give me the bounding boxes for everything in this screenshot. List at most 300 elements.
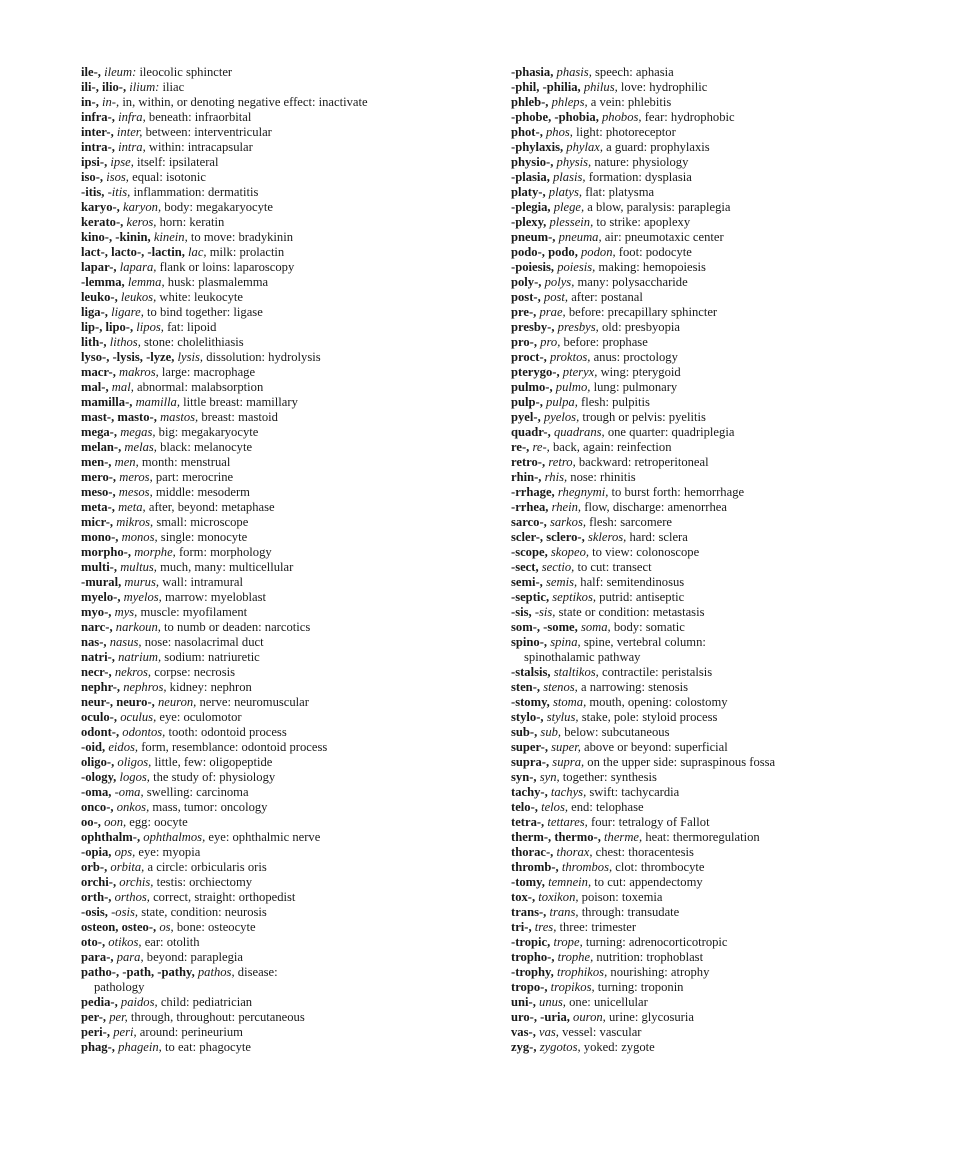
entry-term: phot-, xyxy=(511,125,543,139)
entry-origin: platys, xyxy=(548,185,583,199)
glossary-entry xyxy=(81,875,481,890)
glossary-entry xyxy=(511,620,951,635)
entry-meaning: wing: pterygoid xyxy=(600,365,681,379)
glossary-entry xyxy=(511,530,951,545)
entry-origin: ilium: xyxy=(129,80,160,94)
entry-meaning: flesh: sarcomere xyxy=(589,515,673,529)
entry-origin: sectio, xyxy=(541,560,575,574)
entry-term: quadr-, xyxy=(511,425,551,439)
glossary-entry xyxy=(81,440,481,455)
entry-origin: os, xyxy=(159,920,174,934)
entry-term: osteon, osteo-, xyxy=(81,920,157,934)
entry-term: oo-, xyxy=(81,815,101,829)
glossary-entry xyxy=(81,80,481,95)
entry-meaning: stake, pole: styloid process xyxy=(581,710,718,724)
glossary-entry xyxy=(81,695,481,710)
entry-origin: mikros, xyxy=(116,515,154,529)
entry-origin: tropikos, xyxy=(550,980,595,994)
entry-origin: phagein, xyxy=(118,1040,162,1054)
entry-origin: otikos, xyxy=(108,935,142,949)
entry-meaning: beyond: paraplegia xyxy=(146,950,243,964)
entry-meaning: poison: toxemia xyxy=(581,890,663,904)
entry-origin: retro, xyxy=(548,455,576,469)
entry-term: ile-, xyxy=(81,65,101,79)
entry-origin: stylus, xyxy=(546,710,579,724)
entry-meaning: large: macrophage xyxy=(161,365,256,379)
entry-term: mega-, xyxy=(81,425,118,439)
entry-origin: murus, xyxy=(124,575,160,589)
entry-meaning: air: pneumotaxic center xyxy=(604,230,724,244)
entry-origin: paidos, xyxy=(120,995,158,1009)
entry-origin: lac, xyxy=(188,245,207,259)
glossary-entry xyxy=(511,485,951,500)
entry-origin: monos, xyxy=(121,530,158,544)
entry-origin: oligos, xyxy=(117,755,152,769)
glossary-entry xyxy=(511,920,951,935)
entry-origin: vas, xyxy=(539,1025,559,1039)
entry-meaning: big: megakaryocyte xyxy=(158,425,259,439)
entry-term: stylo-, xyxy=(511,710,544,724)
entry-origin: rhegnymi, xyxy=(557,485,609,499)
entry-origin: plessein, xyxy=(549,215,594,229)
entry-origin: skopeo, xyxy=(550,545,590,559)
entry-meaning: to view: colonoscope xyxy=(592,545,700,559)
entry-term: pedia-, xyxy=(81,995,118,1009)
entry-term: nas-, xyxy=(81,635,107,649)
entry-meaning: flesh: pulpitis xyxy=(581,395,650,409)
entry-origin: poiesis, xyxy=(557,260,596,274)
entry-term: iso-, xyxy=(81,170,104,184)
entry-meaning: yoked: zygote xyxy=(583,1040,655,1054)
entry-term: tetra-, xyxy=(511,815,545,829)
entry-term: -stomy, xyxy=(511,695,550,709)
entry-term: pneum-, xyxy=(511,230,556,244)
glossary-entry xyxy=(511,695,951,710)
entry-meaning: equal: isotonic xyxy=(132,170,206,184)
entry-term: -phylaxis, xyxy=(511,140,564,154)
glossary-entry xyxy=(511,230,951,245)
glossary-entry xyxy=(81,650,481,665)
entry-origin: ophthalmos, xyxy=(143,830,206,844)
entry-origin: nasus, xyxy=(109,635,142,649)
entry-term: macr-, xyxy=(81,365,116,379)
entry-origin: lipos, xyxy=(136,320,164,334)
entry-term: orb-, xyxy=(81,860,108,874)
entry-meaning: milk: prolactin xyxy=(209,245,285,259)
entry-term: scler-, sclero-, xyxy=(511,530,585,544)
entry-meaning: through: transudate xyxy=(581,905,680,919)
entry-term: peri-, xyxy=(81,1025,111,1039)
entry-term: orth-, xyxy=(81,890,112,904)
entry-term: pro-, xyxy=(511,335,538,349)
entry-meaning: end: telophase xyxy=(571,800,644,814)
glossary-entry xyxy=(81,155,481,170)
entry-origin: proktos, xyxy=(549,350,591,364)
entry-meaning: mass, tumor: oncology xyxy=(152,800,268,814)
glossary-entry xyxy=(511,335,951,350)
entry-meaning: within: intracapsular xyxy=(148,140,253,154)
glossary-entry xyxy=(511,1010,951,1025)
entry-meaning: mouth, opening: colostomy xyxy=(589,695,728,709)
entry-meaning: to strike: apoplexy xyxy=(596,215,691,229)
glossary-entry xyxy=(81,410,481,425)
glossary-entry xyxy=(81,905,481,920)
entry-meaning: chest: thoracentesis xyxy=(595,845,694,859)
entry-origin: pulpa, xyxy=(546,395,578,409)
entry-origin: lithos, xyxy=(109,335,141,349)
glossary-entry xyxy=(81,425,481,440)
entry-meaning: to numb or deaden: narcotics xyxy=(164,620,311,634)
entry-meaning: to burst forth: hemorrhage xyxy=(611,485,745,499)
entry-term: thorac-, xyxy=(511,845,554,859)
entry-term: para-, xyxy=(81,950,114,964)
entry-meaning: a guard: prophylaxis xyxy=(606,140,710,154)
entry-origin: phos, xyxy=(546,125,573,139)
entry-term: -tomy, xyxy=(511,875,545,889)
glossary-entry xyxy=(511,470,951,485)
entry-term: neur-, neuro-, xyxy=(81,695,155,709)
entry-term: -stalsis, xyxy=(511,665,551,679)
entry-term: mal-, xyxy=(81,380,109,394)
entry-meaning-continued: spinothalamic pathway xyxy=(524,650,641,664)
entry-meaning: stone: cholelithiasis xyxy=(144,335,244,349)
entry-meaning: egg: oocyte xyxy=(129,815,188,829)
glossary-entry xyxy=(511,845,951,860)
entry-origin: mesos, xyxy=(118,485,153,499)
entry-term: uro-, -uria, xyxy=(511,1010,570,1024)
entry-term: pulmo-, xyxy=(511,380,553,394)
entry-origin: para, xyxy=(116,950,144,964)
entry-origin: pulmo, xyxy=(555,380,591,394)
entry-meaning: nose: nasolacrimal duct xyxy=(144,635,264,649)
glossary-entry xyxy=(81,500,481,515)
entry-meaning: eye: ophthalmic nerve xyxy=(208,830,321,844)
entry-meaning: horn: keratin xyxy=(159,215,225,229)
glossary-entry xyxy=(511,725,951,740)
entry-term: pyel-, xyxy=(511,410,541,424)
entry-term: odont-, xyxy=(81,725,120,739)
entry-term: semi-, xyxy=(511,575,543,589)
glossary-entry xyxy=(511,350,951,365)
entry-term: trans-, xyxy=(511,905,547,919)
entry-origin: -osis, xyxy=(111,905,139,919)
entry-origin: polys, xyxy=(544,275,575,289)
entry-meaning: testis: orchiectomy xyxy=(156,875,253,889)
entry-term: leuko-, xyxy=(81,290,118,304)
entry-meaning: child: pediatrician xyxy=(160,995,253,1009)
entry-meaning: a narrowing: stenosis xyxy=(580,680,689,694)
glossary-entry xyxy=(511,425,951,440)
entry-origin: trope, xyxy=(553,935,583,949)
glossary-entry xyxy=(81,665,481,680)
entry-term: myo-, xyxy=(81,605,112,619)
entry-meaning: formation: dysplasia xyxy=(588,170,692,184)
entry-term: tox-, xyxy=(511,890,536,904)
entry-origin: stenos, xyxy=(543,680,578,694)
entry-meaning: flat: platysma xyxy=(585,185,655,199)
entry-origin: telos, xyxy=(541,800,569,814)
glossary-entry xyxy=(81,185,481,200)
entry-term: tachy-, xyxy=(511,785,548,799)
entry-origin: lemma, xyxy=(127,275,165,289)
entry-meaning: on the upper side: supraspinous fossa xyxy=(587,755,776,769)
entry-term: necr-, xyxy=(81,665,112,679)
entry-meaning: to eat: phagocyte xyxy=(165,1040,252,1054)
glossary-entry xyxy=(81,380,481,395)
entry-term: zyg-, xyxy=(511,1040,537,1054)
glossary-entry xyxy=(81,245,481,260)
glossary-entry xyxy=(81,125,481,140)
entry-origin: supra, xyxy=(552,755,585,769)
entry-term: melan-, xyxy=(81,440,122,454)
entry-meaning: itself: ipsilateral xyxy=(137,155,219,169)
entry-term: -osis, xyxy=(81,905,108,919)
entry-origin: septikos, xyxy=(552,590,597,604)
entry-term: oculo-, xyxy=(81,710,118,724)
entry-meaning: three: trimester xyxy=(559,920,637,934)
entry-origin: myelos, xyxy=(123,590,162,604)
entry-origin: toxikon, xyxy=(538,890,579,904)
glossary-entry xyxy=(511,410,951,425)
entry-term: -phasia, xyxy=(511,65,554,79)
entry-term: uni-, xyxy=(511,995,536,1009)
glossary-entry xyxy=(81,800,481,815)
glossary-entry xyxy=(81,725,481,740)
entry-origin: nekros, xyxy=(114,665,152,679)
entry-term: natri-, xyxy=(81,650,115,664)
glossary-entry xyxy=(81,545,481,560)
entry-term: som-, -some, xyxy=(511,620,578,634)
entry-origin: nephros, xyxy=(123,680,167,694)
entry-origin: philus, xyxy=(583,80,618,94)
entry-origin: phleps, xyxy=(551,95,588,109)
entry-origin: therme, xyxy=(604,830,643,844)
entry-origin: infra, xyxy=(118,110,146,124)
glossary-entry xyxy=(81,515,481,530)
entry-term: meso-, xyxy=(81,485,116,499)
entry-origin: lysis, xyxy=(177,350,204,364)
entry-origin: rhis, xyxy=(544,470,568,484)
entry-meaning: corpse: necrosis xyxy=(154,665,236,679)
glossary-entry xyxy=(511,785,951,800)
entry-term: orchi-, xyxy=(81,875,117,889)
glossary-entry xyxy=(511,1025,951,1040)
entry-origin: orchis, xyxy=(119,875,154,889)
glossary-entry xyxy=(81,890,481,905)
entry-origin: neuron, xyxy=(157,695,197,709)
entry-origin: rhein, xyxy=(551,500,582,514)
glossary-entry xyxy=(81,275,481,290)
entry-origin: orbita, xyxy=(110,860,145,874)
glossary-entry xyxy=(81,365,481,380)
entry-meaning: ileocolic sphincter xyxy=(139,65,233,79)
entry-term: tropho-, xyxy=(511,950,555,964)
entry-origin: tettares, xyxy=(547,815,588,829)
entry-term: -tropic, xyxy=(511,935,551,949)
entry-origin: physis, xyxy=(556,155,592,169)
entry-term: morpho-, xyxy=(81,545,132,559)
glossary-entry xyxy=(81,350,481,365)
glossary-entry xyxy=(511,455,951,470)
entry-meaning: wall: intramural xyxy=(162,575,243,589)
glossary-entry xyxy=(511,890,951,905)
glossary-entry xyxy=(511,215,951,230)
glossary-entry xyxy=(511,260,951,275)
glossary-entry xyxy=(511,200,951,215)
glossary-entry xyxy=(81,995,481,1010)
entry-meaning: clot: thrombocyte xyxy=(615,860,705,874)
entry-meaning: single: monocyte xyxy=(160,530,248,544)
entry-origin: narkoun, xyxy=(115,620,161,634)
entry-meaning: eye: oculomotor xyxy=(159,710,242,724)
entry-meaning: kidney: nephron xyxy=(169,680,252,694)
glossary-entry xyxy=(511,770,951,785)
glossary-entry xyxy=(511,110,951,125)
entry-term: mono-, xyxy=(81,530,119,544)
glossary-entry xyxy=(511,815,951,830)
entry-meaning: to cut: appendectomy xyxy=(594,875,703,889)
entry-meaning: body: somatic xyxy=(613,620,685,634)
entry-term: phleb-, xyxy=(511,95,549,109)
glossary-entry xyxy=(81,590,481,605)
entry-meaning: many: polysaccharide xyxy=(577,275,688,289)
entry-term: post-, xyxy=(511,290,541,304)
entry-term: narc-, xyxy=(81,620,113,634)
glossary-entry xyxy=(511,125,951,140)
entry-origin: pathos, xyxy=(197,965,235,979)
entry-meaning: back, again: reinfection xyxy=(552,440,672,454)
entry-meaning: state, condition: neurosis xyxy=(141,905,267,919)
entry-origin: oculus, xyxy=(120,710,157,724)
entry-term: kerato-, xyxy=(81,215,124,229)
entry-term: oligo-, xyxy=(81,755,115,769)
entry-term: physio-, xyxy=(511,155,554,169)
entry-term: -ology, xyxy=(81,770,117,784)
entry-origin: re-, xyxy=(532,440,550,454)
entry-term: -opia, xyxy=(81,845,112,859)
entry-term: ophthalm-, xyxy=(81,830,141,844)
entry-term: ipsi-, xyxy=(81,155,108,169)
entry-origin: super, xyxy=(551,740,581,754)
entry-term: intra-, xyxy=(81,140,115,154)
glossary-entry xyxy=(511,560,951,575)
entry-origin: tachys, xyxy=(550,785,587,799)
entry-meaning: nose: rhinitis xyxy=(570,470,636,484)
entry-origin: staltikos, xyxy=(553,665,599,679)
entry-meaning: flank or loins: laparoscopy xyxy=(159,260,295,274)
glossary-entry xyxy=(81,860,481,875)
entry-origin: presbys, xyxy=(557,320,599,334)
entry-meaning: after: postanal xyxy=(571,290,643,304)
entry-origin: pro, xyxy=(540,335,561,349)
entry-origin: kinein, xyxy=(153,230,188,244)
entry-meaning: old: presbyopia xyxy=(601,320,680,334)
entry-origin: ouron, xyxy=(573,1010,606,1024)
entry-meaning: hard: sclera xyxy=(629,530,688,544)
entry-meaning: to cut: transect xyxy=(577,560,652,574)
entry-term: retro-, xyxy=(511,455,546,469)
glossary-entry xyxy=(511,275,951,290)
entry-origin: plasis, xyxy=(553,170,586,184)
glossary-entry xyxy=(81,1025,481,1040)
glossary-entry xyxy=(511,395,951,410)
entry-origin: sub, xyxy=(540,725,562,739)
entry-origin: phylax, xyxy=(566,140,604,154)
entry-meaning: turning: adrenocorticotropic xyxy=(585,935,728,949)
entry-origin: mal, xyxy=(111,380,134,394)
entry-term: karyo-, xyxy=(81,200,120,214)
glossary-entry xyxy=(511,305,951,320)
entry-term: presby-, xyxy=(511,320,555,334)
glossary-column-right xyxy=(511,65,951,1055)
entry-meaning: abnormal: malabsorption xyxy=(137,380,264,394)
entry-meaning: to move: bradykinin xyxy=(190,230,294,244)
entry-term: mamilla-, xyxy=(81,395,133,409)
entry-term: oto-, xyxy=(81,935,106,949)
glossary-entry xyxy=(81,920,481,935)
entry-term: men-, xyxy=(81,455,112,469)
entry-origin: ileum: xyxy=(104,65,137,79)
entry-meaning: part: merocrine xyxy=(155,470,234,484)
entry-meaning: the study of: physiology xyxy=(153,770,276,784)
glossary-entry xyxy=(511,875,951,890)
entry-term: -mural, xyxy=(81,575,122,589)
entry-term: -rrhea, xyxy=(511,500,549,514)
entry-term: -sis, xyxy=(511,605,532,619)
glossary-entry xyxy=(511,515,951,530)
entry-meaning: a blow, paralysis: paraplegia xyxy=(587,200,731,214)
entry-meaning: nature: physiology xyxy=(594,155,689,169)
entry-origin: skleros, xyxy=(587,530,627,544)
glossary-entry xyxy=(511,830,951,845)
entry-origin: zygotos, xyxy=(539,1040,581,1054)
entry-term: mast-, masto-, xyxy=(81,410,157,424)
entry-origin: karyon, xyxy=(122,200,162,214)
glossary-entry xyxy=(511,140,951,155)
entry-origin: odontos, xyxy=(122,725,166,739)
entry-origin: temnein, xyxy=(548,875,592,889)
entry-term: platy-, xyxy=(511,185,546,199)
entry-origin: pneuma, xyxy=(558,230,602,244)
entry-meaning: muscle: myofilament xyxy=(140,605,248,619)
entry-origin: semis, xyxy=(545,575,578,589)
entry-origin: pteryx, xyxy=(562,365,598,379)
entry-origin: prae, xyxy=(539,305,566,319)
entry-meaning: light: photoreceptor xyxy=(576,125,676,139)
entry-meaning: together: synthesis xyxy=(562,770,657,784)
entry-meaning: around: perineurium xyxy=(139,1025,243,1039)
entry-term: -trophy, xyxy=(511,965,554,979)
entry-meaning: below: subcutaneous xyxy=(564,725,670,739)
entry-term: poly-, xyxy=(511,275,542,289)
entry-term: -oid, xyxy=(81,740,106,754)
glossary-entry xyxy=(511,65,951,80)
entry-meaning: nutrition: trophoblast xyxy=(596,950,704,964)
entry-origin: syn, xyxy=(539,770,560,784)
glossary-entry xyxy=(511,155,951,170)
entry-term: phag-, xyxy=(81,1040,115,1054)
entry-term: pulp-, xyxy=(511,395,543,409)
glossary-entry xyxy=(511,245,951,260)
entry-term: thromb-, xyxy=(511,860,559,874)
entry-term: -sect, xyxy=(511,560,539,574)
entry-origin: natrium, xyxy=(118,650,162,664)
entry-term: per-, xyxy=(81,1010,107,1024)
entry-meaning: contractile: peristalsis xyxy=(602,665,713,679)
glossary-entry xyxy=(511,500,951,515)
entry-term: in-, xyxy=(81,95,99,109)
glossary-entry xyxy=(81,110,481,125)
